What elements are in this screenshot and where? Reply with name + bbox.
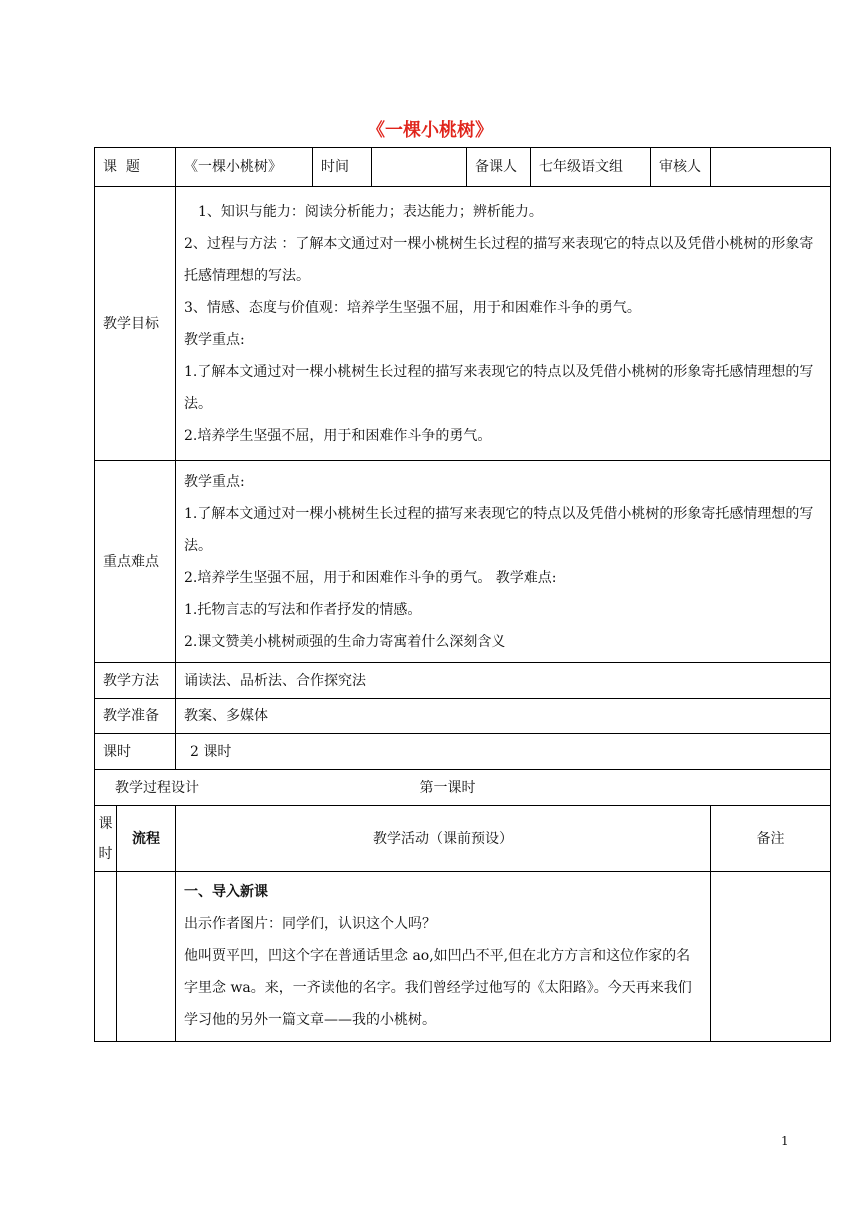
page-number: 1 — [781, 1134, 789, 1148]
header-row — [95, 148, 831, 187]
topic-label: 课 题 — [95, 148, 176, 187]
preparation-value: 教案、多媒体 — [176, 699, 831, 734]
key-points-row — [95, 461, 831, 663]
design-label: 教学过程设计 — [115, 779, 199, 796]
intro-period-cell — [95, 872, 117, 1042]
objectives-row — [95, 187, 831, 461]
periods-value: 2 课时 — [176, 734, 831, 770]
intro-row — [95, 872, 831, 1042]
lesson-plan-table — [94, 147, 831, 1042]
time-value — [372, 148, 467, 187]
periods-row — [95, 734, 831, 770]
intro-notes-cell — [711, 872, 831, 1042]
objectives-label: 教学目标 — [95, 187, 176, 461]
key-point-line: 1.了解本文通过对一棵小桃树生长过程的描写来表现它的特点以及凭借小桃树的形象寄托感情理想的写法。 — [184, 505, 814, 554]
reviewer-value — [711, 148, 831, 187]
reviewer-label: 审核人 — [651, 148, 711, 187]
objective-line: 2、过程与方法 ：了解本文通过对一棵小桃树生长过程的描写来表现它的特点以及凭借小桃树的形象寄托感情理想的写法。 — [184, 235, 814, 284]
intro-line: 他叫贾平凹，凹这个字在普通话里念 ao,如凹凸不平,但在北方方言和这位作家的名字里念 wa。来，一齐读他的名字。我们曾经学过他写的《太阳路》。今天再来我们学习他的另外一篇文章——我的小桃树。 — [184, 948, 692, 1028]
design-cell — [95, 770, 831, 806]
method-label: 教学方法 — [95, 663, 176, 699]
objective-line: 2.培养学生坚强不屈，用于和困难作斗争的勇气。 — [184, 427, 492, 444]
method-row — [95, 663, 831, 699]
key-point-line: 1.托物言志的写法和作者抒发的情感。 — [184, 601, 422, 618]
objective-line: 1、知识与能力：阅读分析能力；表达能力；辨析能力。 — [198, 203, 543, 220]
session-label: 第一课时 — [419, 779, 476, 796]
preparer-value: 七年级语文组 — [531, 148, 651, 187]
col-activity-header: 教学活动（课前预设） — [176, 806, 711, 872]
col-flow-header: 流程 — [117, 806, 176, 872]
objectives-content — [176, 187, 831, 461]
intro-heading: 一、导入新课 — [184, 884, 268, 900]
periods-label: 课时 — [95, 734, 176, 770]
time-label: 时间 — [313, 148, 372, 187]
key-points-label: 重点难点 — [95, 461, 176, 663]
key-point-line: 2.培养学生坚强不屈，用于和困难作斗争的勇气。 教学难点: — [184, 569, 557, 586]
intro-line: 出示作者图片：同学们，认识这个人吗？ — [184, 916, 436, 932]
preparer-label: 备课人 — [467, 148, 531, 187]
preparation-label: 教学准备 — [95, 699, 176, 734]
process-header-row — [95, 806, 831, 872]
col-period-header — [95, 806, 117, 872]
intro-flow-cell — [117, 872, 176, 1042]
key-points-content — [176, 461, 831, 663]
col-period-text: 课时 — [98, 815, 113, 862]
objective-line: 3、情感、态度与价值观：培养学生坚强不屈，用于和困难作斗争的勇气。 — [184, 299, 641, 316]
col-notes-header: 备注 — [711, 806, 831, 872]
key-point-line: 2.课文赞美小桃树顽强的生命力寄寓着什么深刻含义 — [184, 633, 506, 650]
objective-line: 1.了解本文通过对一棵小桃树生长过程的描写来表现它的特点以及凭借小桃树的形象寄托感情理想的写法。 — [184, 363, 814, 412]
document-title: 《一棵小桃树》 — [367, 120, 493, 141]
objective-line: 教学重点: — [184, 331, 245, 348]
method-value: 诵读法、品析法、合作探究法 — [176, 663, 831, 699]
key-point-line: 教学重点: — [184, 473, 245, 490]
design-row — [95, 770, 831, 806]
intro-activity-cell — [176, 872, 711, 1042]
topic-value: 《一棵小桃树》 — [176, 148, 313, 187]
preparation-row — [95, 699, 831, 734]
